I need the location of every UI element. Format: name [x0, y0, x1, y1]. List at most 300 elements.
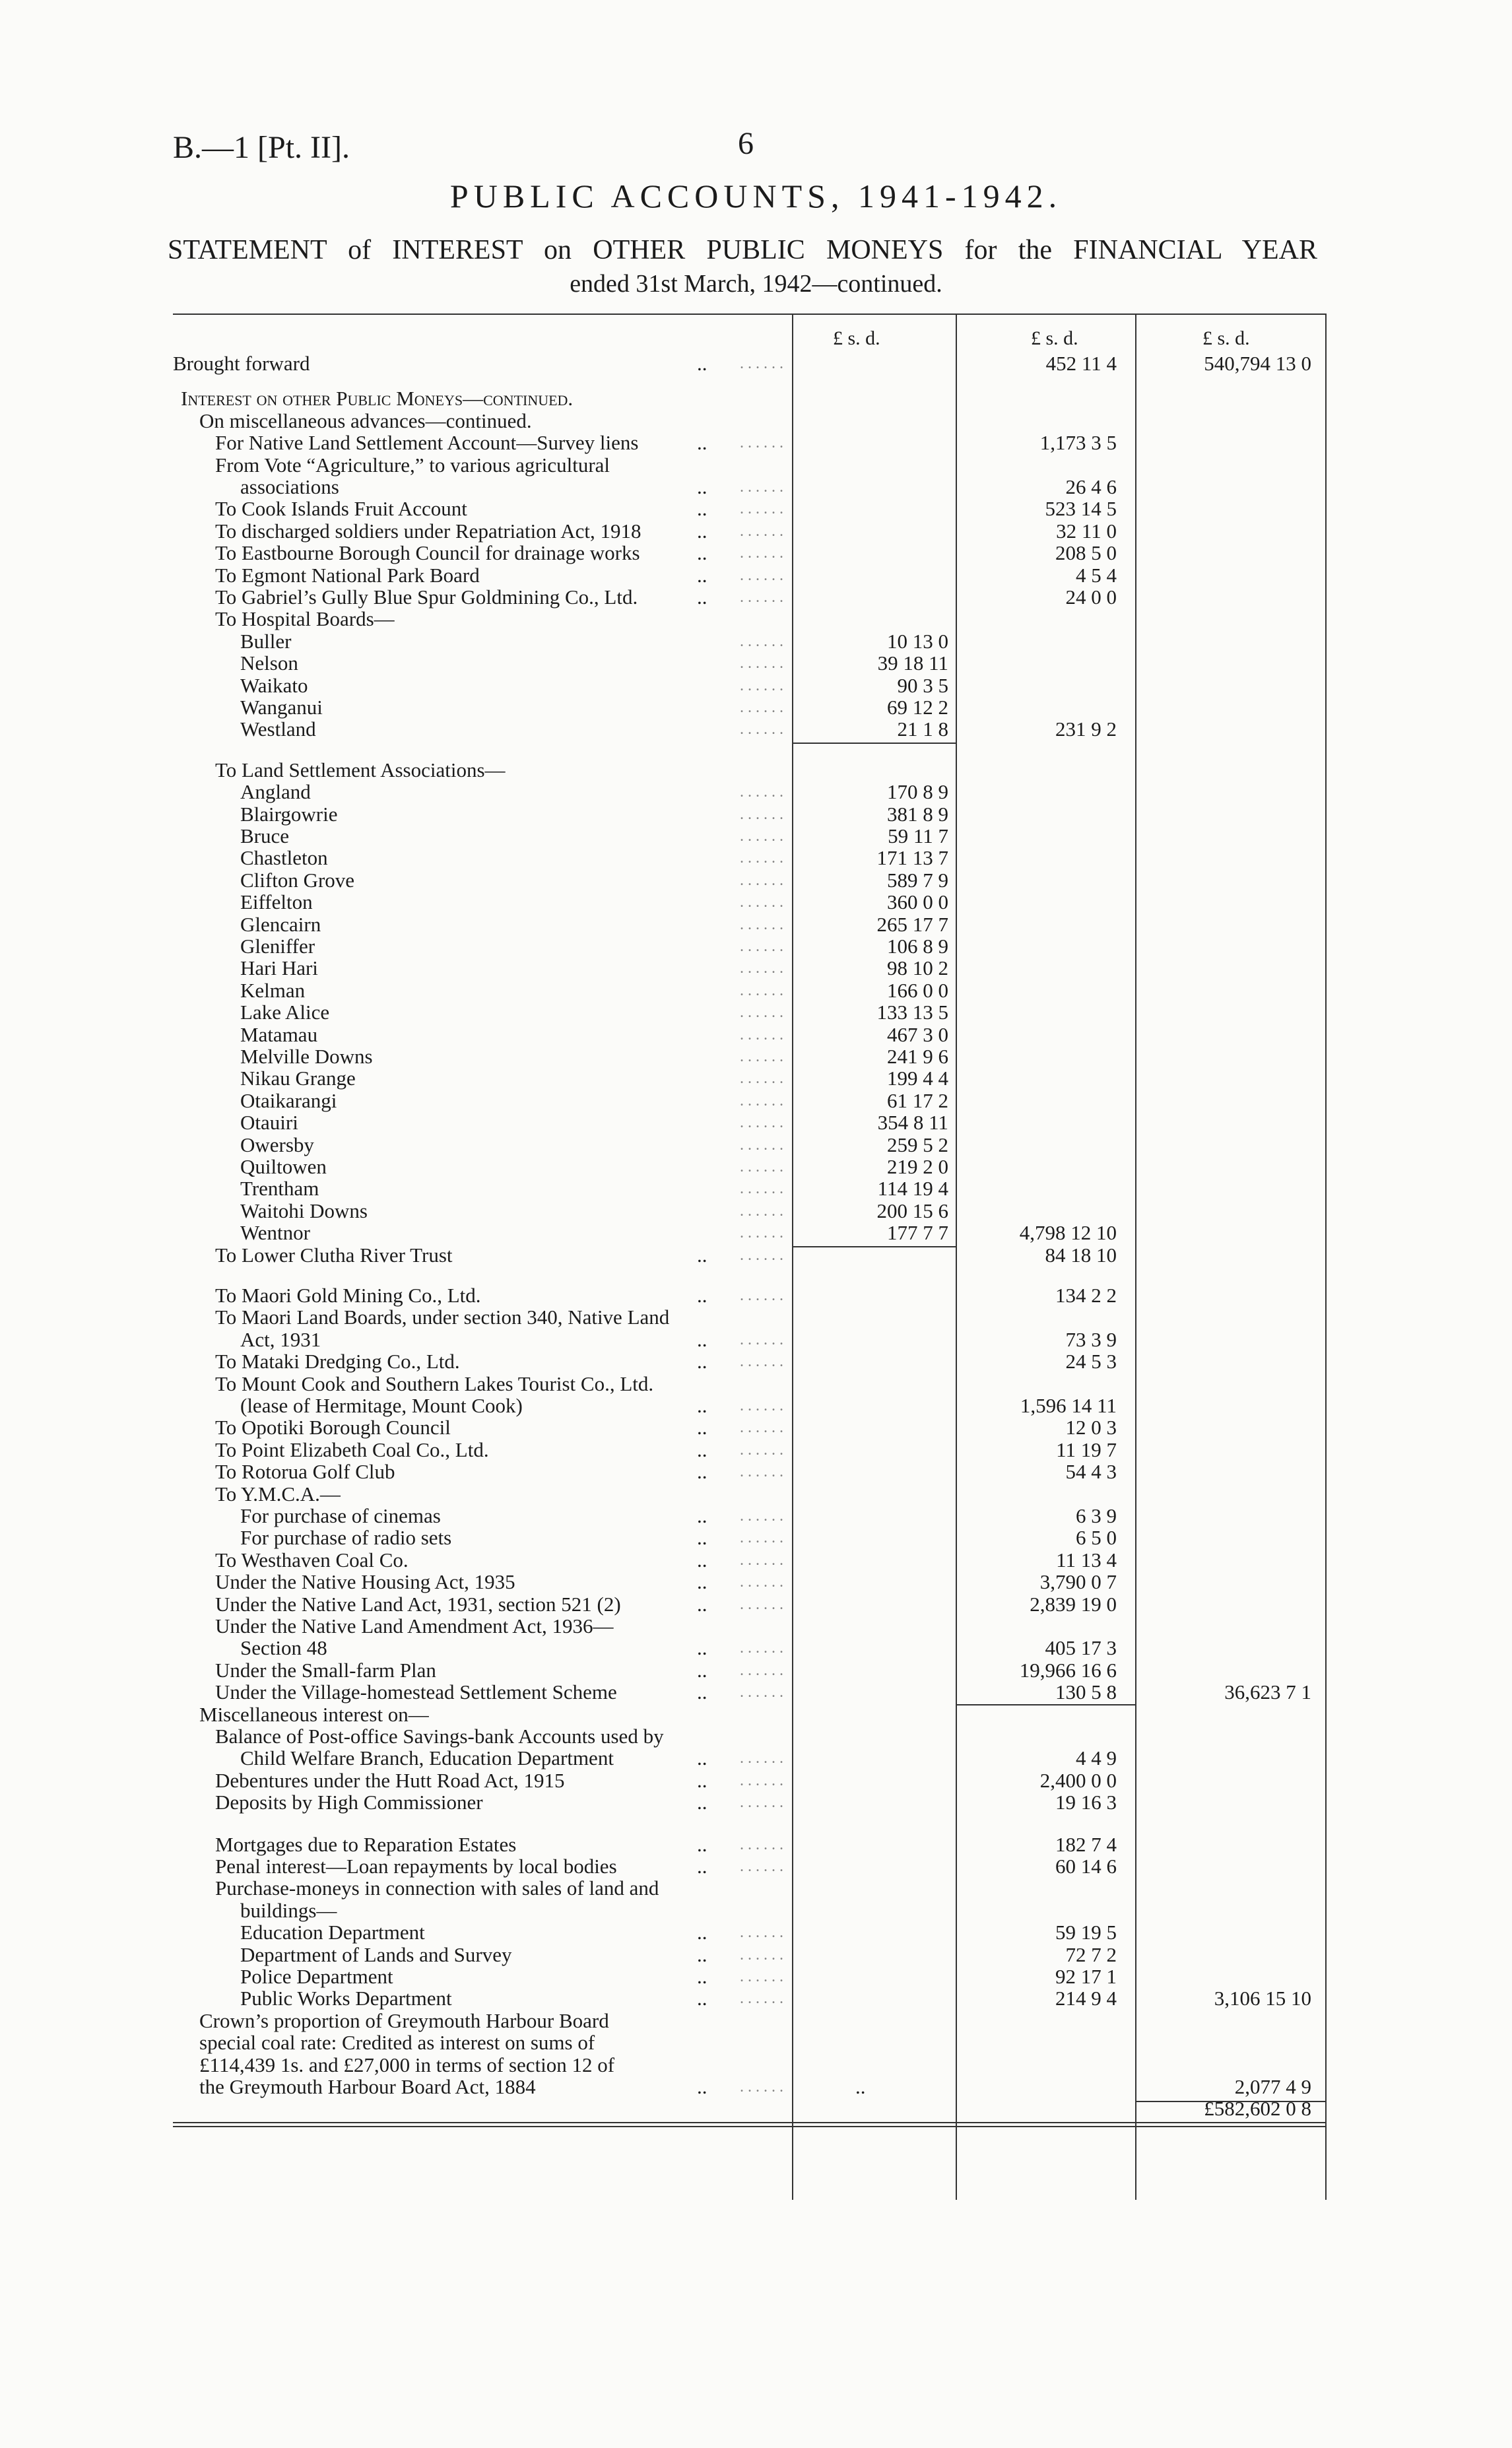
table-row — [173, 1636, 1327, 1660]
row-label: Quiltowen — [240, 1155, 327, 1178]
row-label: (lease of Hermitage, Mount Cook) — [240, 1394, 523, 1417]
amount-col2: 1,596 14 11 — [1020, 1394, 1117, 1417]
amount-col1: 59 11 7 — [888, 824, 948, 847]
leader-dots: . . . . . . — [733, 717, 783, 741]
amount-col1: .. — [697, 1680, 707, 1704]
row-label: For purchase of cinemas — [240, 1504, 441, 1527]
table-row — [173, 453, 1327, 477]
col3-header: £ s. d. — [1202, 327, 1250, 349]
leader-dots: . . . . . . — [733, 1921, 783, 1944]
leader-dots: . . . . . . — [733, 1133, 783, 1157]
amount-col2: 523 14 5 — [1045, 497, 1117, 520]
table-row — [173, 1284, 1327, 1307]
leader-dots: . . . . . . — [733, 1636, 783, 1660]
table-row — [173, 869, 1327, 892]
row-label: Interest on other Public Moneys—continued. — [181, 387, 574, 410]
row-label: Crown’s proportion of Greymouth Harbour Board — [199, 2009, 609, 2032]
leader-dots: . . . . . . — [733, 1460, 783, 1484]
table-row — [173, 1899, 1327, 1923]
leader-dots: . . . . . . — [733, 956, 783, 980]
row-label: Nikau Grange — [240, 1067, 356, 1090]
row-label: To discharged soldiers under Repatriation Act, 1918 — [215, 519, 641, 543]
row-label: Child Welfare Branch, Education Department — [240, 1746, 614, 1770]
table-row — [173, 758, 1327, 782]
table-row — [173, 541, 1327, 565]
table-row — [173, 1921, 1327, 1944]
amount-col2: 54 4 3 — [1065, 1460, 1117, 1483]
leader-dots: . . . . . . — [733, 1221, 783, 1245]
row-label: On miscellaneous advances—continued. — [199, 409, 532, 432]
row-label: To Westhaven Coal Co. — [215, 1548, 409, 1571]
amount-col1: 170 8 9 — [887, 780, 948, 803]
amount-col2: 405 17 3 — [1045, 1636, 1117, 1659]
leader-dots: . . . . . . — [733, 1659, 783, 1682]
table-row — [173, 890, 1327, 914]
row-label: Otauiri — [240, 1111, 298, 1134]
table-row — [173, 2031, 1327, 2055]
amount-col2: 19,966 16 6 — [1019, 1659, 1117, 1682]
amount-col1: 381 8 9 — [887, 803, 948, 826]
table-row — [173, 2009, 1327, 2033]
column-headers — [173, 327, 1327, 350]
leader-dots: . . . . . . — [733, 1199, 783, 1223]
amount-col1: .. — [697, 1460, 707, 1483]
table-row — [173, 1111, 1327, 1135]
table-row — [173, 2097, 1327, 2121]
row-label: To Cook Islands Fruit Account — [215, 497, 467, 520]
row-label: Under the Native Land Act, 1931, section 521 (2) — [215, 1593, 621, 1616]
table-row — [173, 824, 1327, 848]
table-row — [173, 1876, 1327, 1900]
leader-dots: . . . . . . — [733, 1593, 783, 1616]
table-row — [173, 1221, 1327, 1245]
leader-dots: . . . . . . — [733, 1023, 783, 1047]
leader-dots: . . . . . . — [733, 1791, 783, 1814]
amount-col1: .. — [697, 1636, 707, 1659]
leader-dots: . . . . . . — [733, 1416, 783, 1439]
row-label: Department of Lands and Survey — [240, 1943, 512, 1966]
amount-col1: 171 13 7 — [876, 846, 948, 869]
amount-col1: .. — [697, 1328, 707, 1351]
table-row — [173, 1482, 1327, 1506]
row-label: To Point Elizabeth Coal Co., Ltd. — [215, 1438, 489, 1461]
row-label: Public Works Department — [240, 1987, 452, 2010]
table-row — [173, 1155, 1327, 1179]
table-row — [173, 1328, 1327, 1352]
amount-col1: 265 17 7 — [876, 913, 948, 936]
amount-col1: .. — [697, 1394, 707, 1417]
table-row — [173, 1306, 1327, 1329]
table-row — [173, 519, 1327, 543]
row-label: Eiffelton — [240, 890, 313, 913]
table-row — [173, 979, 1327, 1003]
table-row — [173, 431, 1327, 455]
accounts-table — [173, 314, 1327, 2200]
row-label: To Rotorua Golf Club — [215, 1460, 395, 1483]
amount-col2: 72 7 2 — [1065, 1943, 1117, 1966]
table-row — [173, 1001, 1327, 1024]
row-label: associations — [240, 475, 339, 498]
subtotal-rule — [792, 743, 957, 744]
leader-dots: . . . . . . — [733, 352, 783, 376]
table-row — [173, 717, 1327, 741]
amount-col2: 452 11 4 — [1045, 352, 1117, 375]
row-label: Matamau — [240, 1023, 318, 1046]
amount-col1: 69 12 2 — [887, 696, 948, 719]
table-row — [173, 1703, 1327, 1727]
row-label: the Greymouth Harbour Board Act, 1884 — [199, 2075, 536, 2098]
amount-col2: 2,400 0 0 — [1039, 1769, 1117, 1792]
table-row — [173, 2075, 1327, 2099]
table-row — [173, 1680, 1327, 1704]
row-label: Wentnor — [240, 1221, 310, 1244]
row-label: To Egmont National Park Board — [215, 564, 480, 587]
row-label: Waitohi Downs — [240, 1199, 368, 1222]
leader-dots: . . . . . . — [733, 890, 783, 914]
table-row — [173, 1372, 1327, 1396]
row-label: To Opotiki Borough Council — [215, 1416, 451, 1439]
amount-col1: .. — [697, 497, 707, 520]
amount-col2: 2,839 19 0 — [1030, 1593, 1117, 1616]
row-label: Act, 1931 — [240, 1328, 321, 1351]
amount-col2: 60 14 6 — [1055, 1855, 1117, 1878]
amount-col1: .. — [697, 1833, 707, 1856]
row-label: Section 48 — [240, 1636, 327, 1659]
row-label: Under the Native Housing Act, 1935 — [215, 1570, 515, 1593]
leader-dots: . . . . . . — [733, 1284, 783, 1307]
table-row — [173, 1438, 1327, 1462]
row-label: Penal interest—Loan repayments by local bodies — [215, 1855, 617, 1878]
table-row — [173, 564, 1327, 587]
table-row — [173, 935, 1327, 958]
leader-dots: . . . . . . — [733, 979, 783, 1003]
amount-col1: .. — [697, 475, 707, 498]
row-label: To Land Settlement Associations— — [215, 758, 506, 781]
leader-dots: . . . . . . — [733, 696, 783, 719]
amount-col2: 134 2 2 — [1055, 1284, 1117, 1307]
amount-col2: 11 19 7 — [1056, 1438, 1117, 1461]
leader-dots: . . . . . . — [733, 1526, 783, 1550]
table-row — [173, 387, 1327, 411]
amount-col1: .. — [697, 1659, 707, 1682]
amount-col1: .. — [697, 1791, 707, 1814]
amount-col1: .. — [697, 1416, 707, 1439]
row-label: Purchase-moneys in connection with sales of land and — [215, 1876, 659, 1900]
amount-col1: .. — [697, 585, 707, 609]
table-row — [173, 1460, 1327, 1484]
col2-header: £ s. d. — [1031, 327, 1078, 349]
leader-dots: . . . . . . — [733, 824, 783, 848]
amount-col1: 106 8 9 — [887, 935, 948, 958]
row-label: To Eastbourne Borough Council for drainage works — [215, 541, 640, 564]
row-label: To Y.M.C.A.— — [215, 1482, 341, 1505]
table-row — [173, 1394, 1327, 1418]
row-label: Waikato — [240, 674, 308, 697]
table-row — [173, 846, 1327, 870]
amount-col1: .. — [697, 1746, 707, 1770]
leader-dots: . . . . . . — [733, 1045, 783, 1069]
leader-dots: . . . . . . — [733, 1328, 783, 1352]
amount-col1: .. — [697, 431, 707, 454]
row-label: Education Department — [240, 1921, 425, 1944]
table-row — [173, 1769, 1327, 1793]
amount-col1: 166 0 0 — [887, 979, 948, 1002]
row-label: Under the Village-homestead Settlement Scheme — [215, 1680, 617, 1704]
amount-col2: 19 16 3 — [1055, 1791, 1117, 1814]
table-row — [173, 1659, 1327, 1682]
amount-col2: 24 5 3 — [1065, 1350, 1117, 1373]
document-title: PUBLIC ACCOUNTS, 1941-1942. — [449, 178, 1063, 215]
amount-col2: 4,798 12 10 — [1019, 1221, 1117, 1244]
row-label: Debentures under the Hutt Road Act, 1915 — [215, 1769, 565, 1792]
leader-dots: . . . . . . — [733, 1855, 783, 1878]
amount-col2: 12 0 3 — [1065, 1416, 1117, 1439]
leader-dots: . . . . . . — [733, 1177, 783, 1201]
leader-dots: . . . . . . — [733, 1394, 783, 1418]
table-row — [173, 1416, 1327, 1439]
amount-col2: 214 9 4 — [1055, 1987, 1117, 2010]
table-row — [173, 1855, 1327, 1878]
amount-col2: 24 0 0 — [1065, 585, 1117, 609]
leader-dots: . . . . . . — [733, 1243, 783, 1267]
leader-dots: . . . . . . — [733, 475, 783, 499]
table-row — [173, 1089, 1327, 1113]
amount-col2: 84 18 10 — [1045, 1243, 1117, 1267]
leader-dots: . . . . . . — [733, 1089, 783, 1113]
amount-col2: 231 9 2 — [1055, 717, 1117, 741]
table-row — [173, 1943, 1327, 1967]
table-row — [173, 1045, 1327, 1069]
row-label: Nelson — [240, 651, 298, 675]
amount-col1: 114 19 4 — [877, 1177, 948, 1200]
leader-dots: . . . . . . — [733, 1067, 783, 1090]
amount-col3: 2,077 4 9 — [1234, 2075, 1311, 2098]
table-row — [173, 1791, 1327, 1814]
amount-col1: 133 13 5 — [876, 1001, 948, 1024]
row-label: Melville Downs — [240, 1045, 373, 1068]
row-label: buildings— — [240, 1899, 337, 1922]
table-row — [173, 1350, 1327, 1373]
table-row — [173, 1746, 1327, 1770]
leader-dots: . . . . . . — [733, 1001, 783, 1024]
amount-col3: 3,106 15 10 — [1214, 1987, 1311, 2010]
row-label: To Lower Clutha River Trust — [215, 1243, 453, 1267]
table-row — [173, 674, 1327, 698]
leader-dots: . . . . . . — [733, 1111, 783, 1135]
table-row — [173, 352, 1327, 376]
amount-col2: 26 4 6 — [1065, 475, 1117, 498]
amount-col2: 3,790 0 7 — [1039, 1570, 1117, 1593]
amount-col1: 467 3 0 — [887, 1023, 948, 1046]
table-row — [173, 1067, 1327, 1090]
row-label: Glencairn — [240, 913, 321, 936]
amount-col1: .. — [697, 1921, 707, 1944]
statement-subheading: ended 31st March, 1942—continued. — [570, 270, 942, 298]
amount-col1: .. — [697, 1526, 707, 1549]
row-label: Under the Native Land Amendment Act, 1936— — [215, 1614, 614, 1638]
leader-dots: . . . . . . — [733, 1570, 783, 1594]
amount-col1: 21 1 8 — [897, 717, 948, 741]
table-row — [173, 913, 1327, 937]
row-label: Angland — [240, 780, 311, 803]
row-label: Police Department — [240, 1965, 393, 1988]
table-row — [173, 696, 1327, 719]
amount-col2: 4 5 4 — [1076, 564, 1117, 587]
amount-col1: 10 13 0 — [887, 630, 948, 653]
row-label: Brought forward — [173, 352, 310, 375]
amount-col1: 98 10 2 — [887, 956, 948, 979]
amount-col2: 6 3 9 — [1076, 1504, 1117, 1527]
amount-col1: 219 2 0 — [887, 1155, 948, 1178]
amount-col1: .. — [697, 1593, 707, 1616]
leader-dots: . . . . . . — [733, 564, 783, 587]
row-label: £114,439 1s. and £27,000 in terms of section 12 of — [199, 2053, 615, 2076]
row-label: Kelman — [240, 979, 306, 1002]
amount-col1: 61 17 2 — [887, 1089, 948, 1112]
row-label: To Maori Gold Mining Co., Ltd. — [215, 1284, 481, 1307]
amount-col3: 540,794 13 0 — [1204, 352, 1311, 375]
table-row — [173, 803, 1327, 826]
leader-dots: . . . . . . — [733, 846, 783, 870]
grand-total-double-rule — [173, 2126, 1327, 2127]
leader-dots: . . . . . . — [733, 1680, 783, 1704]
amount-col1: .. — [697, 1504, 707, 1527]
amount-col2: 208 5 0 — [1055, 541, 1117, 564]
leader-dots: . . . . . . — [733, 1438, 783, 1462]
row-label: To Mataki Dredging Co., Ltd. — [215, 1350, 460, 1373]
table-row — [173, 475, 1327, 499]
table-row — [173, 956, 1327, 980]
row-label: Trentham — [240, 1177, 319, 1200]
table-row — [173, 1526, 1327, 1550]
amount-col1: .. — [697, 1965, 707, 1988]
leader-dots: . . . . . . — [733, 913, 783, 937]
table-row — [173, 1570, 1327, 1594]
row-label: To Mount Cook and Southern Lakes Tourist Co., Ltd. — [215, 1372, 654, 1395]
leader-dots: . . . . . . — [733, 1965, 783, 1989]
leader-dots: . . . . . . — [733, 869, 783, 892]
amount-col1: 241 9 6 — [887, 1045, 948, 1068]
table-row — [173, 607, 1327, 631]
leader-dots: . . . . . . — [733, 2075, 783, 2099]
row-label: Bruce — [240, 824, 290, 847]
leader-dots: . . . . . . — [733, 519, 783, 543]
table-row — [173, 1965, 1327, 1989]
row-label: Owersby — [240, 1133, 314, 1156]
amount-col1: .. — [697, 352, 707, 375]
amount-col1: .. — [697, 1769, 707, 1792]
table-row — [173, 1177, 1327, 1201]
amount-col1: .. — [697, 1855, 707, 1878]
leader-dots: . . . . . . — [733, 497, 783, 521]
amount-col1: .. — [697, 1350, 707, 1373]
amount-col2: 182 7 4 — [1055, 1833, 1117, 1856]
leader-dots: . . . . . . — [733, 1769, 783, 1793]
row-label: Deposits by High Commissioner — [215, 1791, 483, 1814]
amount-col1: .. — [697, 1548, 707, 1571]
leader-dots: . . . . . . — [733, 431, 783, 455]
leader-dots: . . . . . . — [733, 1746, 783, 1770]
row-label: To Maori Land Boards, under section 340, Native Land — [215, 1306, 670, 1329]
table-top-rule — [173, 314, 1327, 315]
row-label: Miscellaneous interest on— — [199, 1703, 429, 1726]
amount-col1: 90 3 5 — [897, 674, 948, 697]
leader-dots: . . . . . . — [733, 803, 783, 826]
row-label: Balance of Post-office Savings-bank Accounts used by — [215, 1725, 664, 1748]
row-label: For Native Land Settlement Account—Survey liens — [215, 431, 639, 454]
row-label: To Gabriel’s Gully Blue Spur Goldmining Co., Ltd. — [215, 585, 638, 609]
table-row — [173, 409, 1327, 433]
table-row — [173, 1133, 1327, 1157]
amount-col1: .. — [697, 564, 707, 587]
page-number: 6 — [738, 126, 754, 161]
amount-col2: 11 13 4 — [1056, 1548, 1117, 1571]
amount-col2: .. — [855, 2075, 866, 2098]
row-label: Under the Small-farm Plan — [215, 1659, 436, 1682]
amount-col1: 589 7 9 — [887, 869, 948, 892]
leader-dots: . . . . . . — [733, 1548, 783, 1572]
reference-code: B.—1 [Pt. II]. — [173, 130, 350, 165]
amount-col1: 177 7 7 — [887, 1221, 948, 1244]
row-label: Lake Alice — [240, 1001, 330, 1024]
row-label: From Vote “Agriculture,” to various agricultural — [215, 453, 610, 477]
amount-col1: 199 4 4 — [887, 1067, 948, 1090]
amount-col2: 73 3 9 — [1065, 1328, 1117, 1351]
table-row — [173, 1725, 1327, 1748]
amount-col2: 59 19 5 — [1055, 1921, 1117, 1944]
amount-col1: .. — [697, 1284, 707, 1307]
amount-col2: 1,173 3 5 — [1039, 431, 1117, 454]
row-label: Chastleton — [240, 846, 328, 869]
leader-dots: . . . . . . — [733, 674, 783, 698]
leader-dots: . . . . . . — [733, 1987, 783, 2010]
amount-col1: .. — [697, 519, 707, 543]
table-row — [173, 2053, 1327, 2077]
table-row — [173, 780, 1327, 804]
row-label: Mortgages due to Reparation Estates — [215, 1833, 517, 1856]
grand-total-double-rule — [173, 2122, 1327, 2123]
leader-dots: . . . . . . — [733, 630, 783, 653]
amount-col1: .. — [697, 1987, 707, 2010]
amount-col1: .. — [697, 1943, 707, 1966]
table-row — [173, 1504, 1327, 1528]
table-row — [173, 1243, 1327, 1267]
amount-col1: .. — [697, 541, 707, 564]
table-row — [173, 497, 1327, 521]
row-label: special coal rate: Credited as interest on sums of — [199, 2031, 595, 2054]
amount-col2: 32 11 0 — [1056, 519, 1117, 543]
row-label: Clifton Grove — [240, 869, 355, 892]
leader-dots: . . . . . . — [733, 585, 783, 609]
row-label: Blairgowrie — [240, 803, 338, 826]
table-row — [173, 585, 1327, 609]
leader-dots: . . . . . . — [733, 541, 783, 565]
amount-col1: 39 18 11 — [877, 651, 948, 675]
leader-dots: . . . . . . — [733, 935, 783, 958]
leader-dots: . . . . . . — [733, 1833, 783, 1857]
table-row — [173, 1987, 1327, 2010]
amount-col2: 130 5 8 — [1055, 1680, 1117, 1704]
row-label: Hari Hari — [240, 956, 318, 979]
table-row — [173, 1023, 1327, 1047]
leader-dots: . . . . . . — [733, 1504, 783, 1528]
leader-dots: . . . . . . — [733, 1155, 783, 1179]
col1-header: £ s. d. — [833, 327, 880, 349]
amount-col1: .. — [697, 1438, 707, 1461]
amount-col2: 4 4 9 — [1076, 1746, 1117, 1770]
amount-col1: .. — [697, 1243, 707, 1267]
amount-col2: 6 5 0 — [1076, 1526, 1117, 1549]
